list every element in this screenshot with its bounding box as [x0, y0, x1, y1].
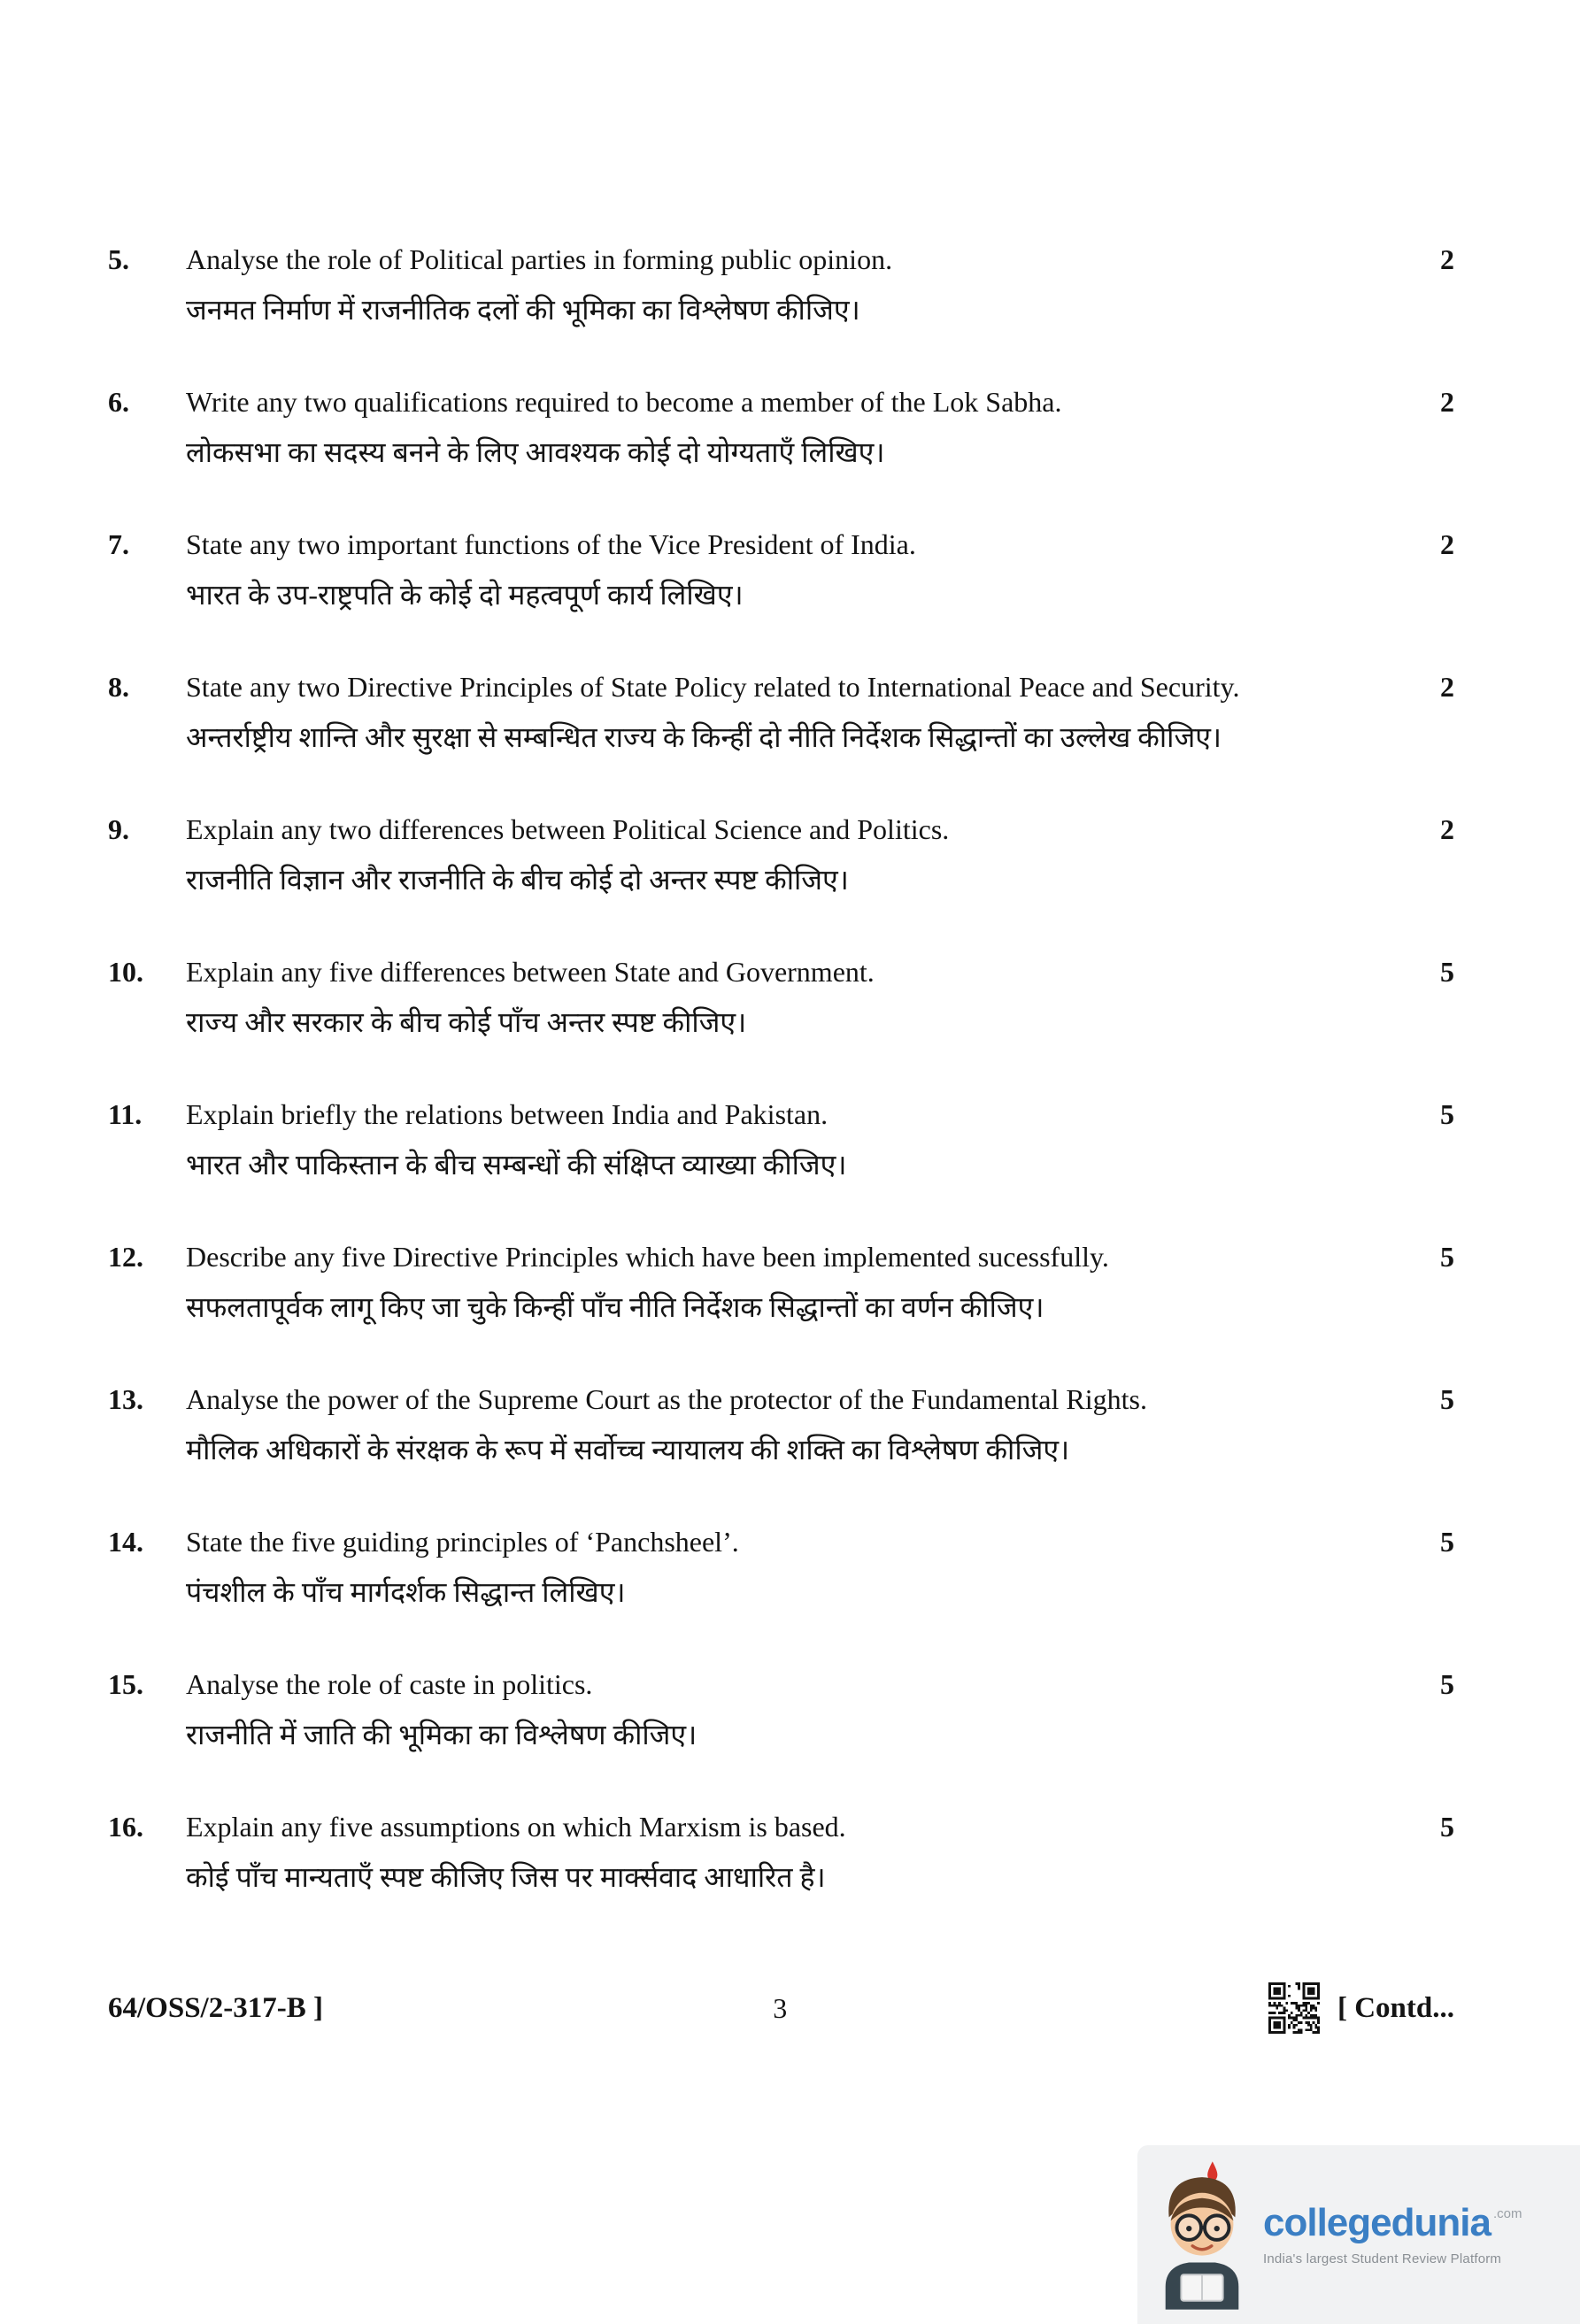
question-row	[108, 1808, 1454, 1897]
question-number: 11.	[108, 1097, 143, 1130]
footer-right-group	[1268, 1982, 1454, 2034]
collegedunia-watermark	[1137, 2145, 1580, 2324]
question-row	[108, 383, 1454, 473]
question-text-english: Explain any five differences between State and Government.	[186, 955, 875, 988]
qr-code-icon	[1268, 1982, 1320, 2034]
question-body	[186, 668, 1417, 758]
question-text-hindi: कोई पाँच मान्यताएँ स्पष्ट कीजिए जिस पर मार्क्सवाद आधारित है।	[186, 1861, 826, 1894]
question-marks: 2	[1440, 385, 1454, 418]
question-marks: 2	[1440, 670, 1454, 703]
question-text-english: Analyse the role of Political parties in forming public opinion.	[186, 243, 893, 275]
brand-name: collegedunia	[1263, 2201, 1491, 2245]
question-marks: 5	[1440, 1667, 1454, 1700]
question-text-english: Analyse the role of caste in politics.	[186, 1667, 593, 1700]
question-row	[108, 241, 1454, 330]
question-number: 7.	[108, 527, 129, 560]
question-number: 6.	[108, 385, 129, 418]
question-text-hindi: लोकसभा का सदस्य बनने के लिए आवश्यक कोई दो योग्यताएँ लिखिए।	[186, 436, 885, 469]
question-text-english: Explain briefly the relations between India and Pakistan.	[186, 1097, 829, 1130]
question-marks: 5	[1440, 1810, 1454, 1843]
contd-label: [ Contd...	[1337, 1991, 1454, 2024]
question-row	[108, 526, 1454, 615]
question-text-hindi: भारत के उप-राष्ट्रपति के कोई दो महत्वपूर्ण कार्य लिखिए।	[186, 579, 744, 612]
question-text-hindi: राज्य और सरकार के बीच कोई पाँच अन्तर स्पष्ट कीजिए।	[186, 1006, 747, 1039]
question-text-english: Write any two qualifications required to become a member of the Lok Sabha.	[186, 385, 1062, 418]
question-text-hindi: पंचशील के पाँच मार्गदर्शक सिद्धान्त लिखिए।	[186, 1576, 626, 1609]
question-text-english: Explain any two differences between Political Science and Politics.	[186, 812, 950, 845]
brand-tagline: India's largest Student Review Platform	[1263, 2251, 1502, 2266]
question-marks: 5	[1440, 1382, 1454, 1415]
question-number: 5.	[108, 243, 129, 275]
question-row	[108, 1523, 1454, 1612]
question-text-english: State the five guiding principles of ‘Panchsheel’.	[186, 1525, 739, 1558]
question-text-english: Describe any five Directive Principles which have been implemented sucessfully.	[186, 1240, 1109, 1273]
question-text-hindi: भारत और पाकिस्तान के बीच सम्बन्धों की संक्षिप्त व्याख्या कीजिए।	[186, 1149, 847, 1181]
brand-name-row	[1263, 2203, 1522, 2243]
question-text-hindi: राजनीति में जाति की भूमिका का विश्लेषण कीजिए।	[186, 1719, 698, 1751]
question-number: 8.	[108, 670, 129, 703]
question-text-english: Analyse the power of the Supreme Court as the protector of the Fundamental Rights.	[186, 1382, 1147, 1415]
question-number: 12.	[108, 1240, 143, 1273]
question-number: 9.	[108, 812, 129, 845]
page-footer	[108, 1981, 1454, 2035]
page-number: 3	[773, 1991, 788, 2024]
question-text-english: State any two Directive Principles of State Policy related to International Peace and Security.	[186, 670, 1240, 703]
question-row	[108, 1096, 1454, 1185]
question-marks: 2	[1440, 527, 1454, 560]
brand-text-block	[1263, 2203, 1522, 2266]
question-row	[108, 953, 1454, 1043]
question-text-english: State any two important functions of the Vice President of India.	[186, 527, 916, 560]
question-row	[108, 811, 1454, 900]
question-marks: 5	[1440, 1097, 1454, 1130]
question-text-english: Explain any five assumptions on which Marxism is based.	[186, 1810, 846, 1843]
question-list	[0, 241, 1580, 1897]
question-marks: 2	[1440, 243, 1454, 275]
question-marks: 2	[1440, 812, 1454, 845]
collegedunia-mascot-icon	[1150, 2159, 1254, 2310]
question-body	[186, 1238, 1417, 1327]
question-body	[186, 1808, 1417, 1897]
question-body	[186, 1523, 1417, 1612]
question-number: 16.	[108, 1810, 143, 1843]
question-row	[108, 1238, 1454, 1327]
question-text-hindi: सफलतापूर्वक लागू किए जा चुके किन्हीं पाँच नीति निर्देशक सिद्धान्तों का वर्णन कीजिए।	[186, 1291, 1044, 1324]
question-number: 14.	[108, 1525, 143, 1558]
paper-code: 64/OSS/2-317-B ]	[108, 1991, 323, 2024]
question-row	[108, 1666, 1454, 1755]
question-body	[186, 241, 1417, 330]
question-marks: 5	[1440, 1525, 1454, 1558]
question-marks: 5	[1440, 955, 1454, 988]
question-body	[186, 1381, 1417, 1470]
question-text-hindi: मौलिक अधिकारों के संरक्षक के रूप में सर्वोच्च न्यायालय की शक्ति का विश्लेषण कीजिए।	[186, 1434, 1070, 1466]
question-number: 15.	[108, 1667, 143, 1700]
question-text-hindi: जनमत निर्माण में राजनीतिक दलों की भूमिका का विश्लेषण कीजिए।	[186, 294, 860, 327]
question-number: 13.	[108, 1382, 143, 1415]
question-row	[108, 668, 1454, 758]
question-number: 10.	[108, 955, 143, 988]
question-row	[108, 1381, 1454, 1470]
question-body	[186, 526, 1417, 615]
question-body	[186, 383, 1417, 473]
question-body	[186, 953, 1417, 1043]
question-body	[186, 1666, 1417, 1755]
question-body	[186, 1096, 1417, 1185]
question-body	[186, 811, 1417, 900]
question-text-hindi: अन्तर्राष्ट्रीय शान्ति और सुरक्षा से सम्बन्धित राज्य के किन्हीं दो नीति निर्देशक सिद्धान्तों का उल्लेख कीजिए।	[186, 721, 1222, 754]
brand-tld: .com	[1492, 2206, 1522, 2222]
question-marks: 5	[1440, 1240, 1454, 1273]
question-text-hindi: राजनीति विज्ञान और राजनीति के बीच कोई दो अन्तर स्पष्ट कीजिए।	[186, 864, 849, 897]
